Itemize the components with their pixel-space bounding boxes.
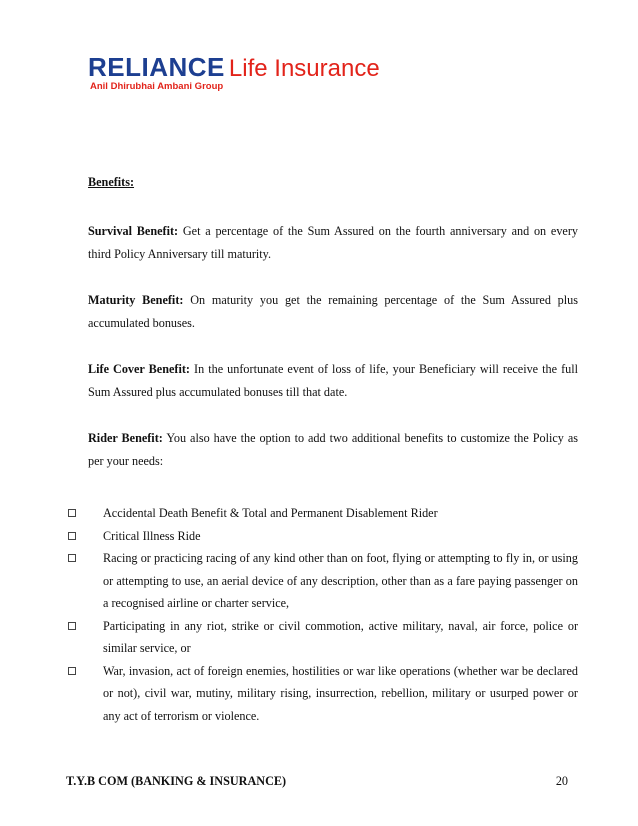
rider-list: [66, 502, 578, 727]
company-logo: [88, 52, 388, 98]
list-item: [66, 502, 578, 525]
benefit-paragraph: [88, 220, 578, 265]
benefit-term: Life Cover Benefit:: [88, 362, 190, 376]
square-bullet-icon: [68, 509, 76, 517]
benefit-text: On maturity you get the remaining percentage of the Sum Assured plus accumulated bonuses.: [88, 293, 578, 330]
list-item-text: Participating in any riot, strike or civil commotion, active military, naval, air force, police or similar service, or: [103, 618, 578, 655]
logo-brand: RELIANCE: [88, 52, 225, 82]
page-footer: [66, 774, 568, 789]
benefit-text: In the unfortunate event of loss of life, your Beneficiary will receive the full Sum Assured plus accumulated bonuses till that date.: [88, 362, 579, 399]
list-item-text: Racing or practicing racing of any kind other than on foot, flying or attempting to fly in, or using or attempting to use, an aerial device of any description, other than as a fare paying passenger on a recognised airline or charter service,: [103, 551, 578, 610]
square-bullet-icon: [68, 554, 76, 562]
logo-wordmark: [88, 52, 380, 84]
footer-course: T.Y.B COM (BANKING & INSURANCE): [66, 774, 287, 788]
section-heading: Benefits:: [88, 175, 135, 189]
benefit-text: Get a percentage of the Sum Assured on the fourth anniversary and on every third Policy Anniversary till maturity.: [88, 224, 578, 261]
square-bullet-icon: [68, 667, 76, 675]
square-bullet-icon: [68, 622, 76, 630]
list-item: [66, 525, 578, 548]
logo-product: Life Insurance: [228, 55, 380, 82]
benefit-paragraph: [88, 427, 578, 472]
list-item: [66, 615, 578, 660]
list-item: [66, 660, 578, 728]
benefit-paragraph: [88, 358, 578, 403]
list-item-text: Critical Illness Ride: [103, 528, 201, 543]
list-item-text: War, invasion, act of foreign enemies, hostilities or war like operations (whether war be declared or not), civil war, mutiny, military rising, insurrection, rebellion, military or usurped power or any act of terrorism or violence.: [103, 663, 578, 723]
benefit-paragraph: [88, 289, 578, 334]
benefit-term: Survival Benefit:: [88, 224, 179, 238]
logo-group-name: Anil Dhirubhai Ambani Group: [90, 81, 224, 92]
list-item-text: Accidental Death Benefit & Total and Permanent Disablement Rider: [103, 506, 438, 520]
benefit-text: You also have the option to add two additional benefits to customize the Policy as per your needs:: [88, 431, 578, 468]
document-body: [88, 172, 578, 727]
page-number: 20: [555, 774, 568, 788]
benefit-term: Maturity Benefit:: [88, 293, 184, 307]
benefit-term: Rider Benefit:: [88, 431, 163, 445]
square-bullet-icon: [68, 532, 76, 540]
list-item: [66, 547, 578, 615]
